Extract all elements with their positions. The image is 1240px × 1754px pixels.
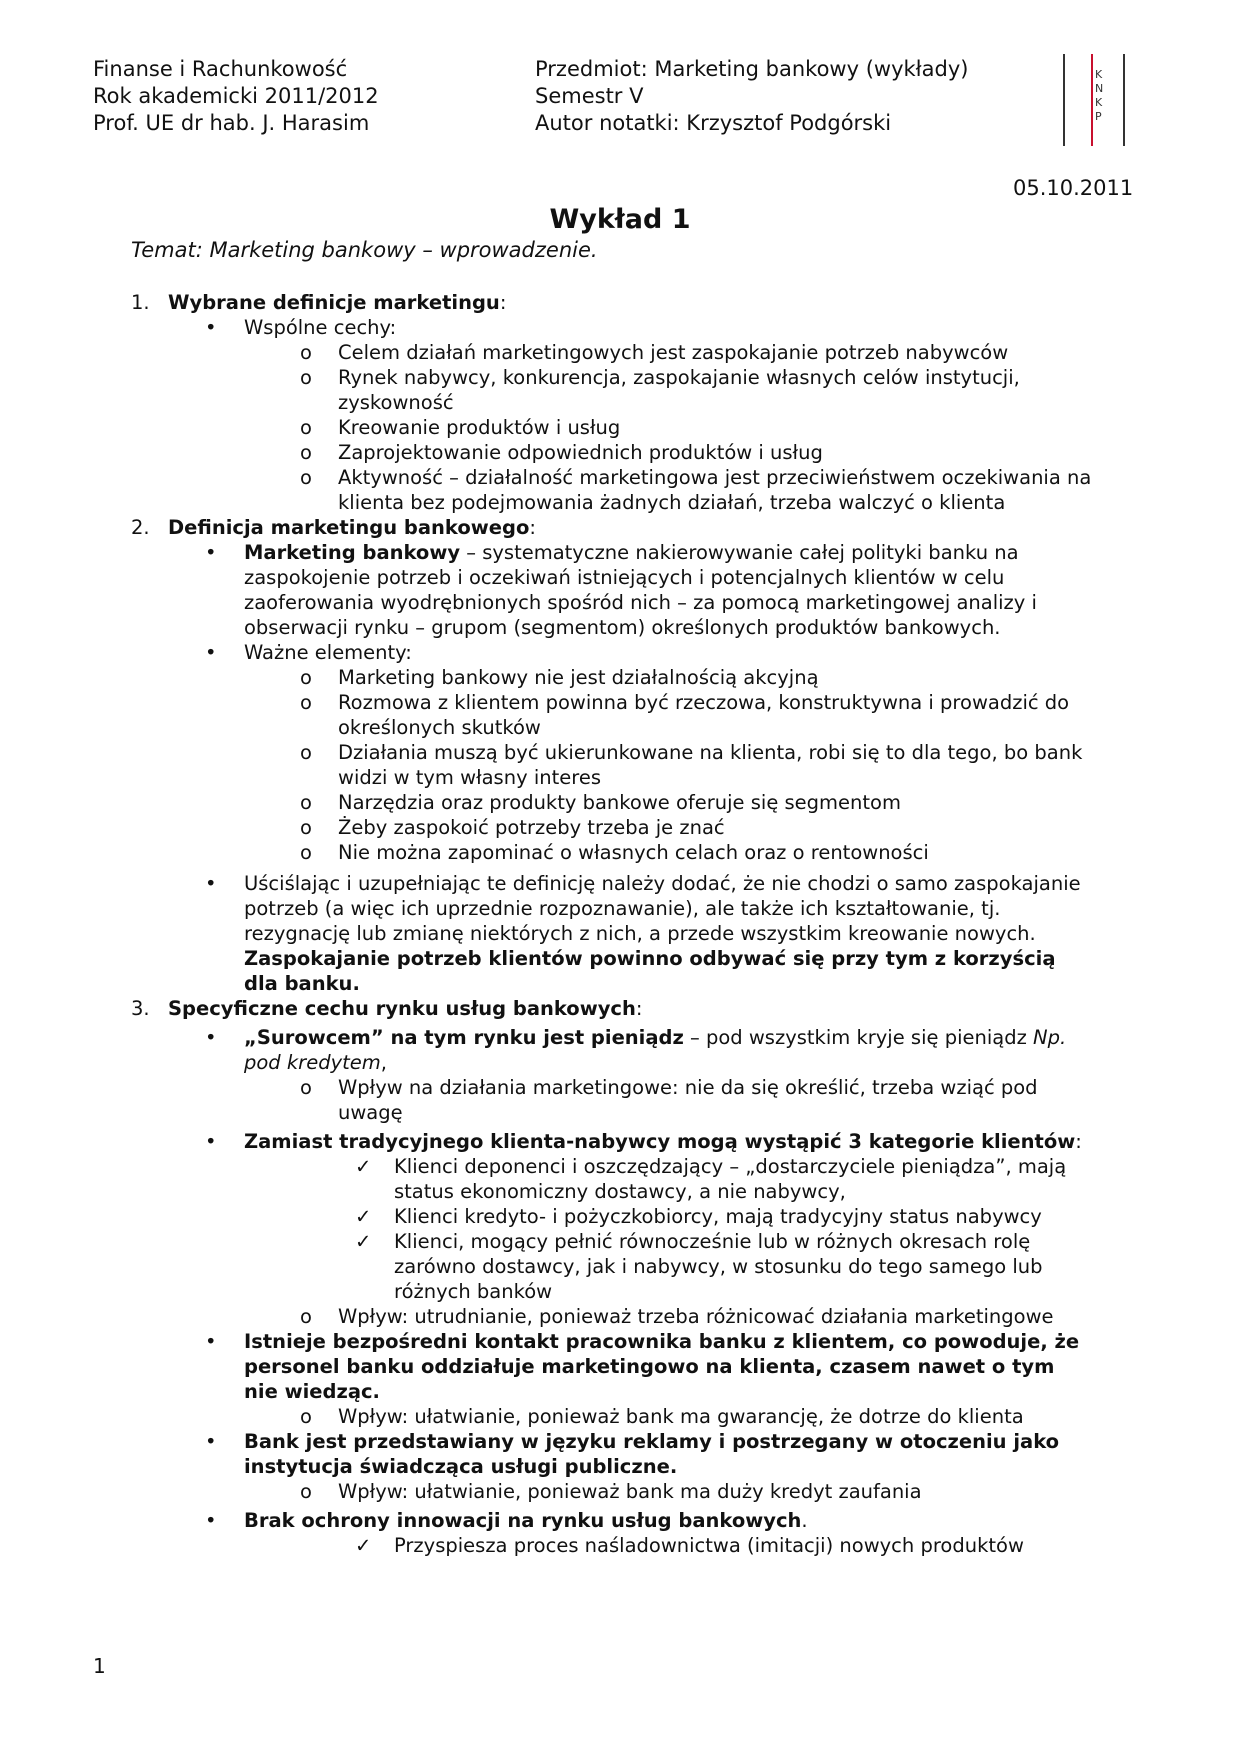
text-run: Działania muszą być ukierunkowane na klienta, robi się to dla tego, bo bank [338,741,1083,764]
text-line [244,971,1240,996]
logo-letter: K [1095,96,1103,109]
bullet-marker: • [205,1130,217,1153]
text-line [394,1154,1240,1179]
text-line [338,340,1240,365]
bullet-marker: • [205,1509,217,1532]
text-run: Wpływ: ułatwianie, ponieważ bank ma gwarancję, że dotrze do klienta [338,1405,1024,1428]
bold-text: Istnieje bezpośredni kontakt pracownika banku z klientem, co powoduje, że [244,1330,1080,1353]
text-run: Zaprojektowanie odpowiednich produktów i usług [338,441,823,464]
outline-item [0,440,1240,465]
outline-item [0,1404,1240,1429]
text-line [394,1179,1240,1204]
text-run: Narzędzia oraz produkty bankowe oferuje się segmentom [338,791,901,814]
text-run: zaspokojenie potrzeb i oczekiwań istniejących i potencjalnych klientów w celu [244,566,1005,589]
semester-line: Semestr V [535,84,644,108]
outline-item [0,1429,1240,1479]
sub-bullet-marker: o [300,1405,312,1428]
text-line [338,415,1240,440]
text-line [244,1354,1240,1379]
outline-item [0,415,1240,440]
page-number: 1 [93,1654,106,1678]
check-icon: ✓ [355,1205,372,1228]
outline-item [0,1479,1240,1504]
text-line [244,896,1240,921]
outline-item [0,740,1240,790]
sub-bullet-marker: o [300,791,312,814]
text-line [394,1533,1240,1558]
check-icon: ✓ [355,1230,372,1253]
text-line [338,440,1240,465]
list-number: 2. [131,516,150,539]
text-run: klienta bez podejmowania żadnych działań, trzeba walczyć o klienta [338,491,1006,514]
text-line [244,1454,1240,1479]
text-line [338,390,1240,415]
text-line [244,590,1240,615]
header-left [93,56,379,137]
sub-bullet-marker: o [300,1480,312,1503]
outline-item [0,315,1240,340]
bold-text: Bank jest przedstawiany w języku reklamy i postrzegany w otoczeniu jako [244,1430,1060,1453]
outline-item [0,365,1240,415]
author-line: Autor notatki: Krzysztof Podgórski [535,111,892,135]
text-line [244,315,1240,340]
text-line [338,490,1240,515]
bullet-marker: • [205,1330,217,1353]
text-line [338,715,1240,740]
logo-letter: P [1095,110,1102,123]
outline-item [0,996,1240,1021]
text-line [244,615,1240,640]
check-icon: ✓ [355,1534,372,1557]
outline-item [0,871,1240,996]
bold-text: „Surowcem” na tym rynku jest pieniądz [244,1026,684,1049]
italic-text: Np. [1033,1026,1067,1049]
text-line [338,840,1240,865]
outline-item [0,540,1240,640]
lecture-topic: Temat: Marketing bankowy – wprowadzenie. [131,238,598,262]
text-run: widzi w tym własny interes [338,766,601,789]
bold-text: Specyficzne cechu rynku usług bankowych [168,997,636,1020]
sub-bullet-marker: o [300,1076,312,1099]
outline-item [0,1533,1240,1558]
text-line [168,996,1240,1021]
list-number: 3. [131,997,150,1020]
bold-text: Wybrane definicje marketingu [168,291,500,314]
text-line [338,665,1240,690]
text-line [338,1100,1240,1125]
text-run: Klienci deponenci i oszczędzający – „dostarczyciele pieniądza”, mają [394,1155,1067,1178]
text-run: określonych skutków [338,716,541,739]
text-run: zyskowność [338,391,454,414]
text-run: : [1075,1130,1082,1153]
sub-bullet-marker: o [300,691,312,714]
logo-letter: K [1095,68,1103,81]
bullet-marker: • [205,1430,217,1453]
text-line [244,1379,1240,1404]
academic-year-line: Rok akademicki 2011/2012 [93,84,379,108]
text-run: obserwacji rynku – grupom (segmentom) określonych produktów bankowych. [244,616,1001,639]
logo-letters [1095,68,1103,124]
outline-item [0,1304,1240,1329]
text-run: zarówno dostawcy, jak i nabywcy, w stosunku do tego samego lub [394,1255,1043,1278]
text-line [338,790,1240,815]
sub-bullet-marker: o [300,441,312,464]
outline-item [0,340,1240,365]
bullet-marker: • [205,641,217,664]
text-line [338,815,1240,840]
bold-text: Zaspokajanie potrzeb klientów powinno odbywać się przy tym z korzyścią [244,947,1056,970]
bold-text: Zamiast tradycyjnego klienta-nabywcy mogą wystąpić 3 kategorie klientów [244,1130,1076,1153]
text-run: Aktywność – działalność marketingowa jest przeciwieństwem oczekiwania na [338,466,1092,489]
header-right [535,56,968,137]
text-line [244,1025,1240,1050]
check-icon: ✓ [355,1155,372,1178]
list-number: 1. [131,291,150,314]
text-line [338,465,1240,490]
sub-bullet-marker: o [300,816,312,839]
outline-item [0,1329,1240,1404]
outline-item [0,1025,1240,1075]
text-run: Uściślając i uzupełniając te definicję należy dodać, że nie chodzi o samo zaspokajanie [244,872,1081,895]
knkp-logo [1063,54,1125,146]
text-run: Rynek nabywcy, konkurencja, zaspokajanie własnych celów instytucji, [338,366,1020,389]
text-run: Wpływ na działania marketingowe: nie da się określić, trzeba wziąć pod [338,1076,1038,1099]
bold-text: dla banku. [244,972,360,995]
text-run: Żeby zaspokoić potrzeby trzeba je znać [338,816,725,839]
text-line [168,515,1240,540]
text-run: . [801,1509,808,1532]
text-run: , [380,1051,387,1074]
professor-line: Prof. UE dr hab. J. Harasim [93,111,370,135]
text-line [338,365,1240,390]
outline-item [0,1154,1240,1204]
outline-item [0,1229,1240,1304]
course-line: Przedmiot: Marketing bankowy (wykłady) [535,57,969,81]
text-run: Wspólne cechy: [244,316,397,339]
text-line [244,1050,1240,1075]
bold-text: nie wiedząc. [244,1380,380,1403]
text-run: : [635,997,643,1020]
outline-item [0,515,1240,540]
sub-bullet-marker: o [300,741,312,764]
italic-text: pod kredytem [244,1051,381,1074]
text-run: Klienci kredyto- i pożyczkobiorcy, mają tradycyjny status nabywcy [394,1205,1042,1228]
text-line [338,690,1240,715]
bold-text: personel banku oddziałuje marketingowo na klienta, czasem nawet o tym [244,1355,1055,1378]
outline-item [0,290,1240,315]
text-line [338,1304,1240,1329]
bullet-marker: • [205,1026,217,1049]
sub-bullet-marker: o [300,1305,312,1328]
outline-item [0,465,1240,515]
bold-text: Marketing bankowy [244,541,461,564]
text-line [338,740,1240,765]
text-run: Marketing bankowy nie jest działalnością akcyjną [338,666,819,689]
outline-item [0,690,1240,740]
outline-item [0,665,1240,690]
page-title: Wykład 1 [549,204,691,235]
text-run: Przyspiesza proces naśladownictwa (imitacji) nowych produktów [394,1534,1024,1557]
bullet-marker: • [205,872,217,895]
text-run: rezygnację lub zmianę niektórych z nich, a przede wszystkim kreowanie nowych. [244,922,1036,945]
text-line [394,1229,1240,1254]
text-line [244,871,1240,896]
text-line [168,290,1240,315]
text-line [244,540,1240,565]
outline-item [0,790,1240,815]
text-run: różnych banków [394,1280,553,1303]
text-line [394,1279,1240,1304]
outline-item [0,815,1240,840]
text-run: Klienci, mogący pełnić równocześnie lub w różnych okresach rolę [394,1230,1031,1253]
text-line [244,921,1240,946]
text-line [244,565,1240,590]
lecture-date: 05.10.2011 [1013,176,1134,200]
text-line [244,1508,1240,1533]
text-line [338,1404,1240,1429]
text-run: : [499,291,507,314]
faculty-line: Finanse i Rachunkowość [93,57,348,81]
bold-text: instytucja świadcząca usługi publiczne. [244,1455,678,1478]
bold-text: Brak ochrony innowacji na rynku usług bankowych [244,1509,802,1532]
text-line [338,1479,1240,1504]
sub-bullet-marker: o [300,666,312,689]
logo-line-accent [1091,54,1093,146]
outline-item [0,1129,1240,1154]
lecture-content [0,290,1240,1558]
text-line [244,1129,1240,1154]
text-run: Celem działań marketingowych jest zaspokajanie potrzeb nabywców [338,341,1009,364]
text-line [244,1429,1240,1454]
text-run: Ważne elementy: [244,641,412,664]
logo-line-left [1063,54,1065,146]
text-run: Wpływ: ułatwianie, ponieważ bank ma duży kredyt zaufania [338,1480,922,1503]
bullet-marker: • [205,316,217,339]
sub-bullet-marker: o [300,341,312,364]
text-run: Nie można zapominać o własnych celach oraz o rentowności [338,841,929,864]
sub-bullet-marker: o [300,366,312,389]
text-line [338,765,1240,790]
text-line [394,1254,1240,1279]
text-run: status ekonomiczny dostawcy, a nie nabywcy, [394,1180,846,1203]
text-line [394,1204,1240,1229]
outline-item [0,640,1240,665]
bold-text: Definicja marketingu bankowego [168,516,530,539]
text-run: potrzeb (a więc ich uprzednie rozpoznawanie), ale także ich kształtowanie, tj. [244,897,1001,920]
logo-line-right [1123,54,1125,146]
text-line [244,640,1240,665]
outline-item [0,1508,1240,1533]
text-run: – systematyczne nakierowywanie całej polityki banku na [460,541,1019,564]
text-run: : [529,516,536,539]
text-line [244,1329,1240,1354]
outline-item [0,1075,1240,1125]
outline-item [0,840,1240,865]
text-run: Wpływ: utrudnianie, ponieważ trzeba różnicować działania marketingowe [338,1305,1054,1328]
text-line [338,1075,1240,1100]
text-run: Kreowanie produktów i usług [338,416,621,439]
text-line [244,946,1240,971]
text-run: uwagę [338,1101,403,1124]
text-run: zaoferowania wyodrębnionych spośród nich – za pomocą marketingowej analizy i [244,591,1037,614]
bullet-marker: • [205,541,217,564]
text-run: Rozmowa z klientem powinna być rzeczowa, konstruktywna i prowadzić do [338,691,1070,714]
sub-bullet-marker: o [300,466,312,489]
text-run: – pod wszystkim kryje się pieniądz [683,1026,1034,1049]
logo-letter: N [1095,82,1104,95]
sub-bullet-marker: o [300,841,312,864]
outline-item [0,1204,1240,1229]
sub-bullet-marker: o [300,416,312,439]
